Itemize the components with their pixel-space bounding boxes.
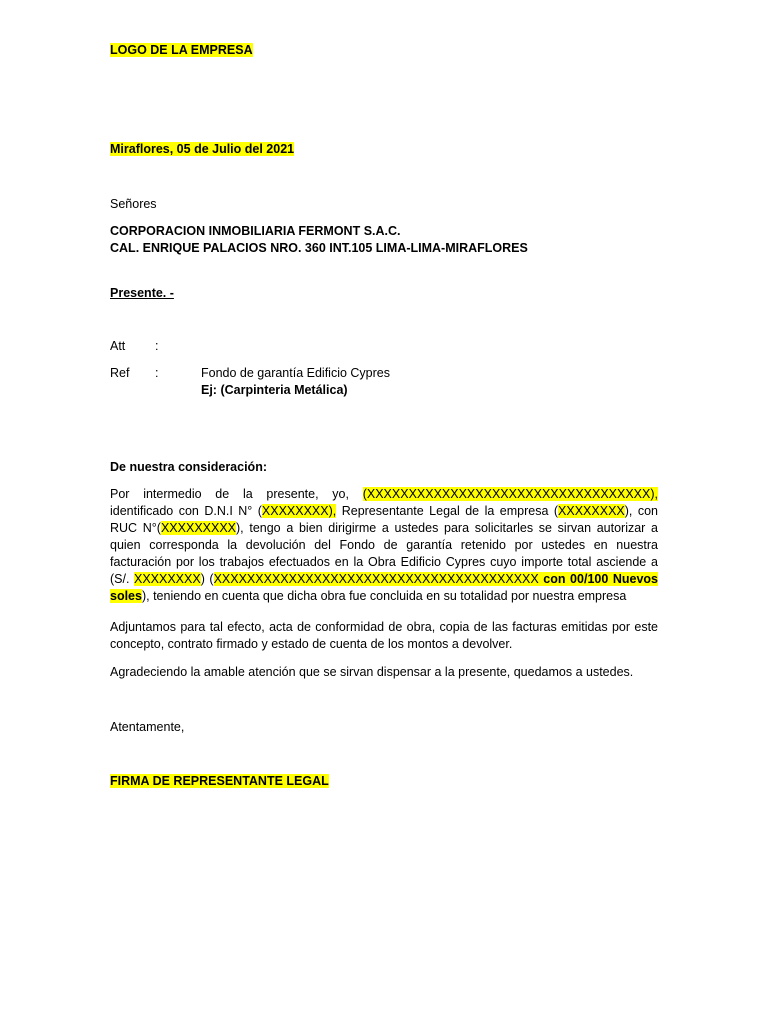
- body1-text: Representante Legal de la empresa (: [336, 504, 559, 518]
- logo-text: LOGO DE LA EMPRESA: [110, 43, 253, 57]
- presente-text: Presente. -: [110, 286, 174, 300]
- closing: Atentamente,: [110, 720, 185, 734]
- greeting: De nuestra consideración:: [110, 460, 267, 474]
- body1-text: identificado con D.N.I N° (: [110, 504, 262, 518]
- amount-placeholder: XXXXXXXX: [134, 572, 201, 586]
- att-colon: :: [155, 339, 159, 353]
- ref-example: Ej: (Carpinteria Metálica): [201, 383, 348, 397]
- signature-text: FIRMA DE REPRESENTANTE LEGAL: [110, 774, 329, 788]
- dni-placeholder: XXXXXXXX),: [261, 504, 337, 518]
- amount-suffix: con 00/100 Nuevos soles: [110, 572, 658, 603]
- body1-text: ), tengo a bien dirigirme a ustedes para solicitarles se sirvan autorizar a quien corresponda la devolución del Fondo de garantía retenido por ustedes en nuestra facturación por los trabajos efectuados en la Obra Edificio Cypres cuyo importe total asciende a (S/.: [110, 521, 658, 586]
- date-text: Miraflores, 05 de Julio del 2021: [110, 142, 295, 156]
- presente-line: [110, 285, 658, 302]
- recipient-address: CAL. ENRIQUE PALACIOS NRO. 360 INT.105 LIMA-LIMA-MIRAFLORES: [110, 241, 528, 255]
- salutation: Señores: [110, 197, 157, 211]
- logo-placeholder: [110, 42, 658, 59]
- ref-colon: :: [155, 366, 159, 380]
- amount-words-placeholder: XXXXXXXXXXXXXXXXXXXXXXXXXXXXXXXXXXXXXXX: [213, 572, 539, 586]
- name-placeholder: (XXXXXXXXXXXXXXXXXXXXXXXXXXXXXXXXXX),: [362, 487, 658, 501]
- body1-text: ), teniendo en cuenta que dicha obra fue concluida en su totalidad por nuestra empresa: [141, 589, 627, 603]
- att-label: Att: [110, 339, 126, 353]
- signature-line: [110, 773, 658, 790]
- body1-text: ), con RUC N°(: [110, 504, 659, 535]
- body-paragraph-3: Agradeciendo la amable atención que se sirvan dispensar a la presente, quedamos a ustedes.: [110, 665, 634, 679]
- company-placeholder: XXXXXXXX: [558, 504, 625, 518]
- recipient-company: CORPORACION INMOBILIARIA FERMONT S.A.C.: [110, 224, 401, 238]
- body1-text: Por intermedio de la presente, yo,: [110, 487, 363, 501]
- body-paragraph-2: Adjuntamos para tal efecto, acta de conformidad de obra, copia de las facturas emitidas por este concepto, contrato firmado y estado de cuenta de los montos a devolver.: [110, 620, 658, 651]
- ref-label: Ref: [110, 366, 130, 380]
- body1-text: ) (: [200, 572, 214, 586]
- date-line: [110, 141, 658, 158]
- ruc-placeholder: XXXXXXXXX: [160, 521, 237, 535]
- ref-subject: Fondo de garantía Edificio Cypres: [201, 366, 390, 380]
- body-paragraph-1: [110, 486, 658, 605]
